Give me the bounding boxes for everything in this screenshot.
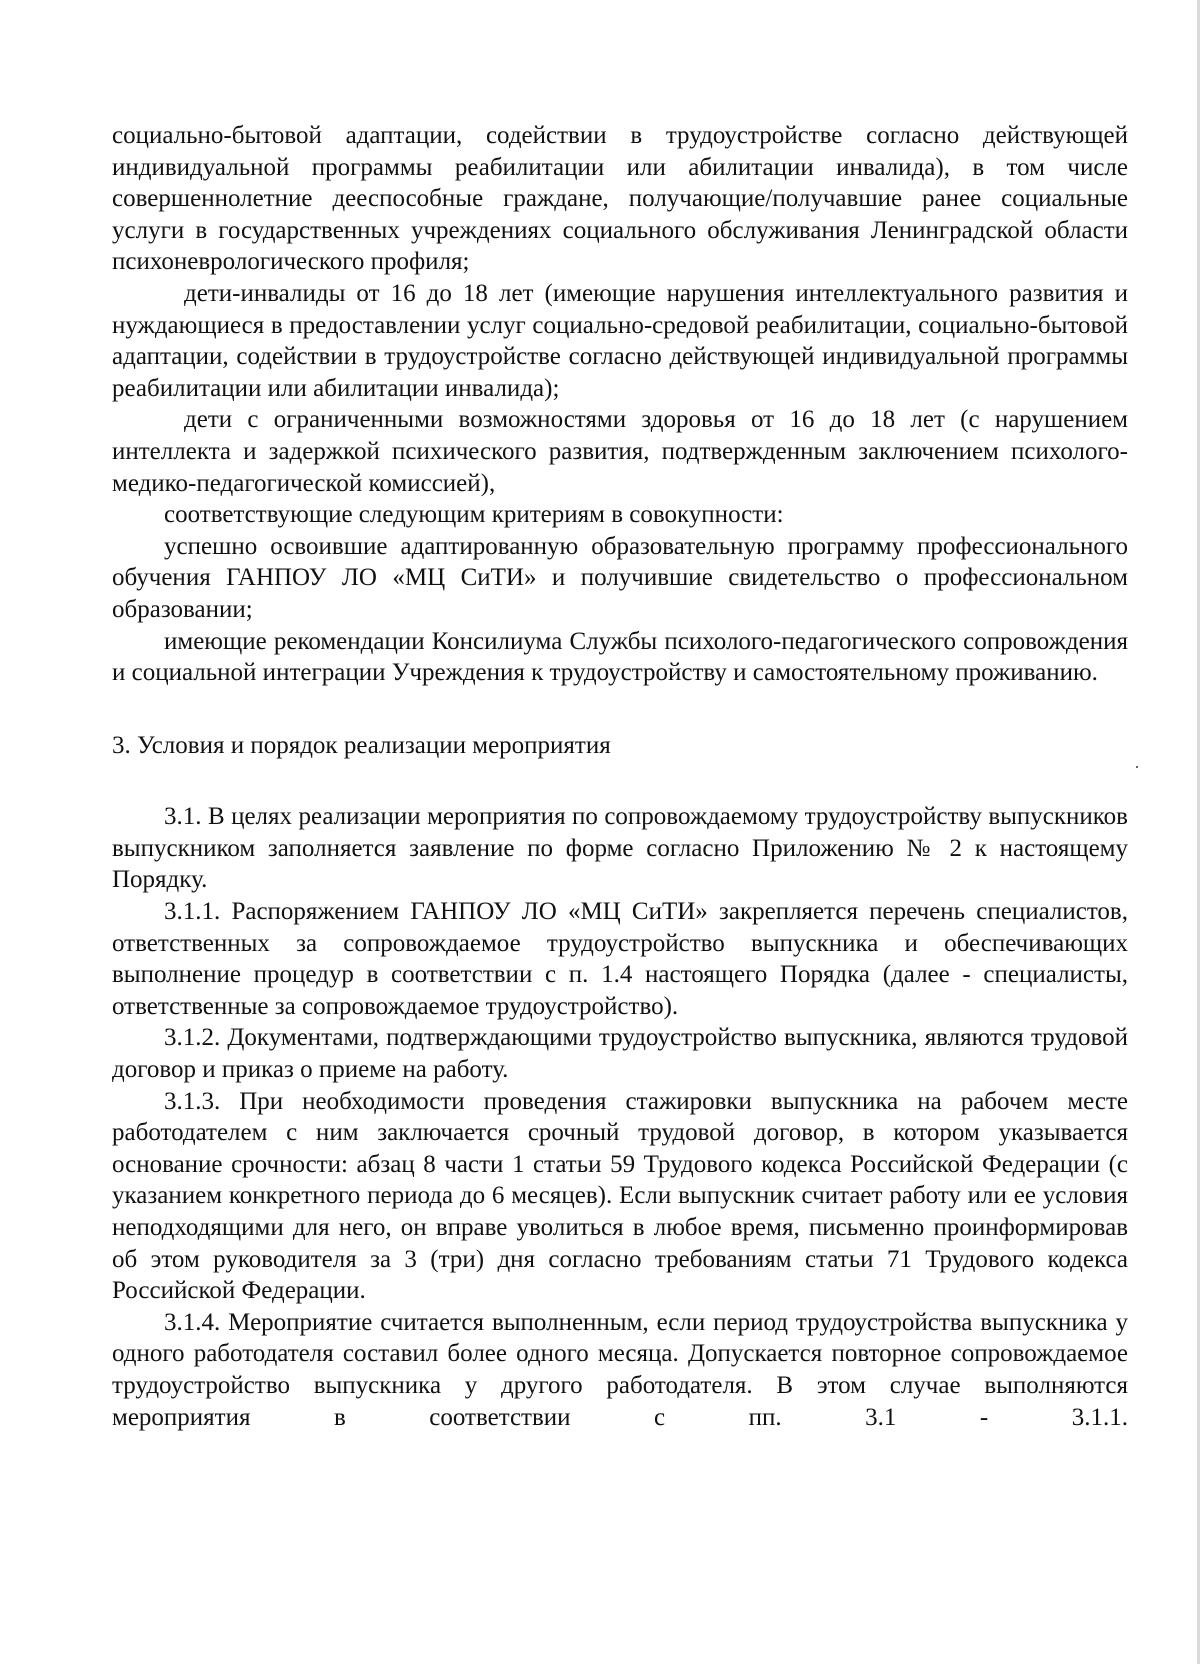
paragraph-criterion-recommendation: имеющие рекомендации Консилиума Службы психолого-педагогического сопровождения и социальной интеграции Учреждения к трудоустройству и самостоятельному проживанию.	[112, 627, 1128, 687]
section-heading: 3. Условия и порядок реализации мероприятия	[112, 731, 611, 759]
paragraph-3-1-3: 3.1.3. При необходимости проведения стажировки выпускника на рабочем месте работодателем с ним заключается срочный трудовой договор, в котором указывается основание срочности: абзац 8 части 1 статьи 59 Трудового кодекса Российской Федерации (с указанием конкретного периода до 6 месяцев). Если выпускник считает работу или ее условия неподходящими для него, он вправе уволиться в любое время, письменно проинформировав об этом руководителя за 3 (три) дня согласно требованиям статьи 71 Трудового кодекса Российской Федерации.	[112, 1087, 1128, 1305]
paragraph-criteria-intro: соответствующие следующим критериям в совокупности:	[164, 501, 784, 529]
paragraph-disabled-children: дети-инвалиды от 16 до 18 лет (имеющие нарушения интеллектуального развития и нуждающиеся в предоставлении услуг социально-средовой реабилитации, социально-бытовой адаптации, содействии в трудоустройстве согласно действующей индивидуальной программы реабилитации или абилитации инвалида);	[112, 279, 1128, 402]
scan-artifact-dot	[1136, 766, 1138, 768]
document-page	[112, 120, 1128, 1433]
paragraph-3-1-2: 3.1.2. Документами, подтверждающими трудоустройство выпускника, являются трудовой договор и приказ о приеме на работу.	[112, 1024, 1128, 1084]
paragraph-3-1-4: 3.1.4. Мероприятие считается выполненным, если период трудоустройства выпускника у одного работодателя составил более одного месяца. Допускается повторное сопровождаемое трудоустройство выпускника у другого работодателя. В этом случае выполняются мероприятия в соответствии с пп. 3.1 - 3.1.1.	[112, 1308, 1128, 1431]
paragraph-3-1-1: 3.1.1. Распоряжением ГАНПОУ ЛО «МЦ СиТИ» закрепляется перечень специалистов, ответственных за сопровождаемое трудоустройство выпускника и обеспечивающих выполнение процедур в соответствии с п. 1.4 настоящего Порядка (далее - специалисты, ответственные за сопровождаемое трудоустройство).	[112, 898, 1128, 1020]
paragraph-children-limited-health: дети с ограниченными возможностями здоровья от 16 до 18 лет (с нарушением интеллекта и задержкой психического развития, подтвержденным заключением психолого-медико-педагогической комиссией),	[112, 406, 1128, 497]
paragraph-3-1: 3.1. В целях реализации мероприятия по сопровождаемому трудоустройству выпускников выпускником заполняется заявление по форме согласно Приложению № 2 к настоящему Порядку.	[112, 803, 1128, 894]
paragraph-criterion-training: успешно освоившие адаптированную образовательную программу профессионального обучения ГАНПОУ ЛО «МЦ СиТИ» и получившие свидетельство о профессиональном образовании;	[112, 532, 1128, 623]
paragraph-eligible-adults: социально-бытовой адаптации, содействии в трудоустройстве согласно действующей индивидуальной программы реабилитации или абилитации инвалида), в том числе совершеннолетние дееспособные граждане, получающие/получавшие ранее социальные услуги в государственных учреждениях социального обслуживания Ленинградской области психоневрологического профиля;	[112, 122, 1128, 276]
